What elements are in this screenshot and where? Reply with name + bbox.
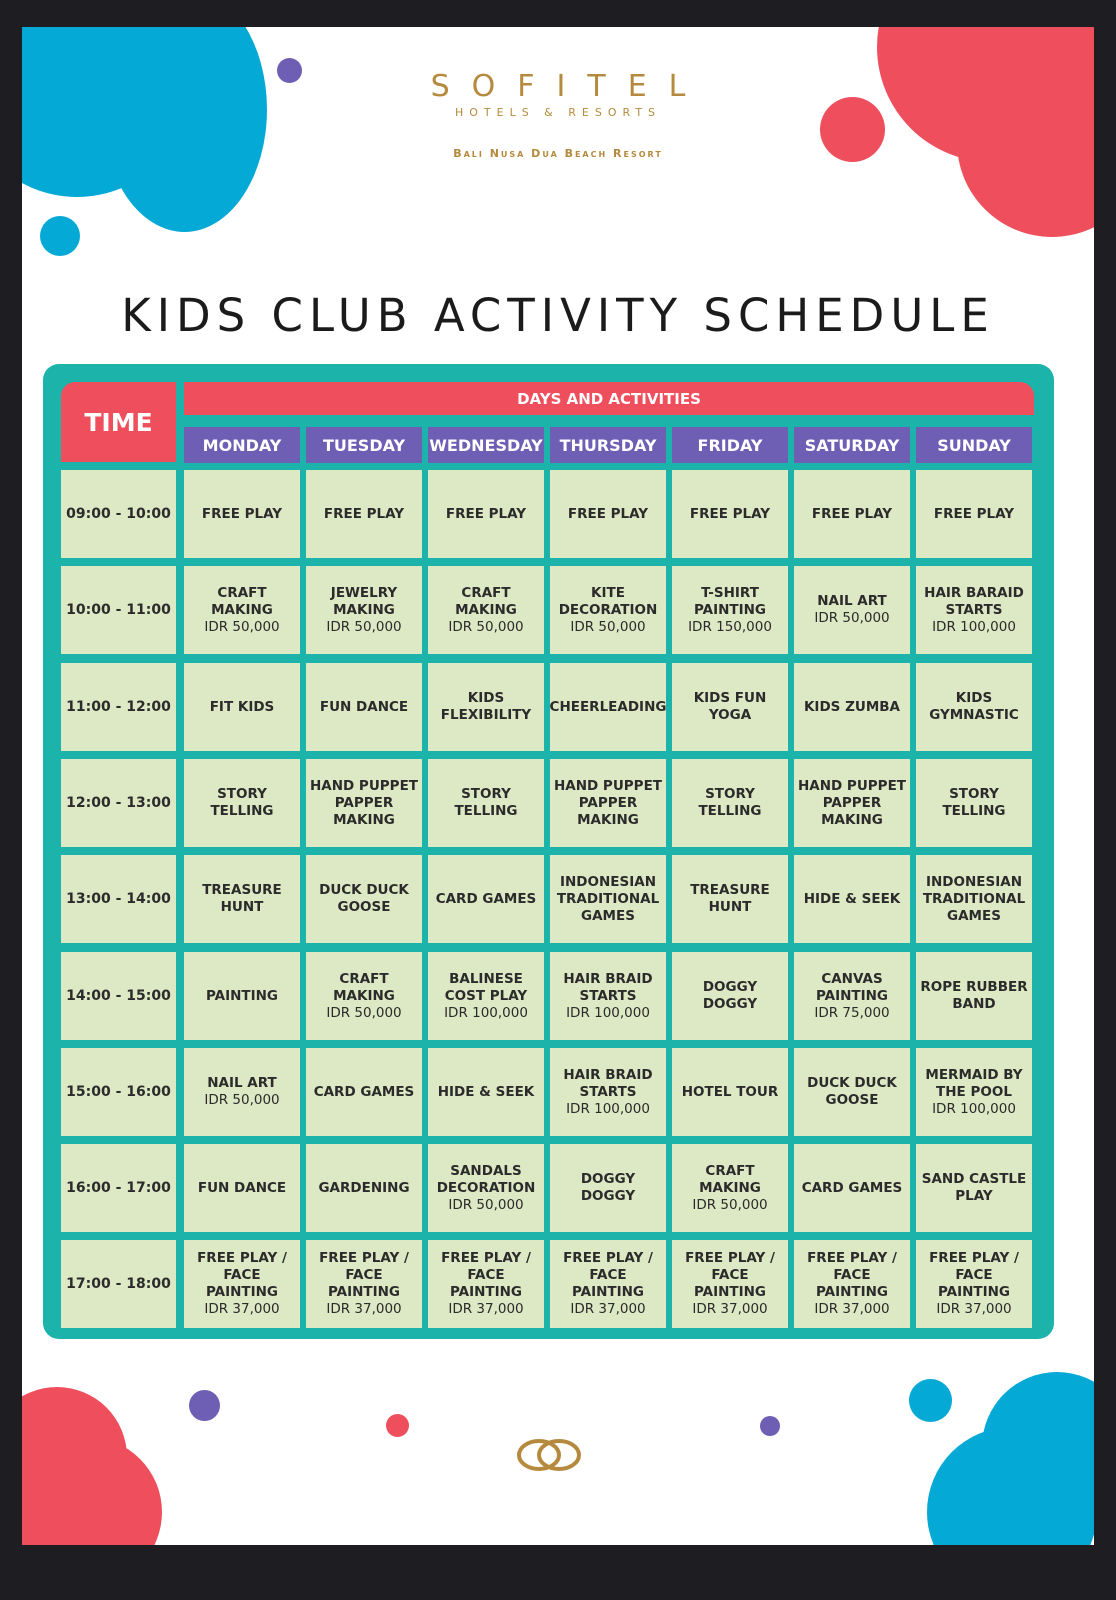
activity-name: FUN DANCE <box>319 698 409 715</box>
activity-name: FREE PLAY / <box>685 1250 775 1266</box>
activity-name: HAND PUPPET <box>797 777 907 794</box>
activity-name: MAKING <box>333 601 395 618</box>
activity-cell <box>550 1240 666 1328</box>
activity-cell <box>794 663 910 751</box>
activity-name: CARD GAMES <box>801 1179 903 1196</box>
activity-name: GAMES <box>947 907 1001 924</box>
activity-name: CANVAS <box>821 970 883 987</box>
time-slot: 15:00 - 16:00 <box>61 1048 176 1136</box>
activity-cell <box>916 1048 1032 1136</box>
activity-cell <box>306 855 422 943</box>
decor-blue-dot-bottom <box>909 1379 952 1422</box>
activity-price: IDR 50,000 <box>204 618 280 635</box>
activity-cell <box>672 566 788 654</box>
activity-price: IDR 50,000 <box>448 1196 524 1213</box>
days-banner: DAYS AND ACTIVITIES <box>184 382 1034 415</box>
activity-cell <box>550 566 666 654</box>
activity-name: TELLING <box>210 803 274 819</box>
activity-name: DECORATION <box>436 1179 536 1196</box>
decor-coral-bubble-bottom-2 <box>22 1437 162 1545</box>
activity-name: JEWELRY <box>330 584 398 601</box>
activity-name: CRAFT MAKING <box>699 1162 761 1196</box>
activity-name: NAIL ART <box>817 593 887 609</box>
activity-name: CARD GAMES <box>313 1083 415 1100</box>
activity-name: HAND PUPPET <box>553 777 663 794</box>
activity-cell <box>184 663 300 751</box>
activity-price: IDR 37,000 <box>936 1301 1012 1317</box>
activity-name: FREE PLAY <box>933 505 1015 522</box>
activity-name: BALINESE <box>449 970 523 987</box>
activity-name: SANDALS <box>450 1162 522 1179</box>
activity-name: STORY <box>705 786 755 802</box>
decor-purple-dot-bottom-2 <box>760 1416 780 1436</box>
activity-name: BAND <box>952 996 996 1012</box>
activity-cell <box>550 855 666 943</box>
activity-price: IDR 100,000 <box>566 1004 650 1021</box>
activity-cell <box>184 952 300 1040</box>
activity-name: STORY <box>217 786 267 802</box>
activity-name: FREE PLAY <box>445 505 527 522</box>
activity-name: PAINTING <box>815 987 889 1004</box>
day-header-saturday: SATURDAY <box>794 427 910 463</box>
activity-name: GOOSE <box>337 899 391 915</box>
activity-cell <box>550 952 666 1040</box>
activity-name: FLEXIBILITY <box>440 707 532 723</box>
day-header-friday: FRIDAY <box>672 427 788 463</box>
activity-cell <box>672 470 788 558</box>
activity-name: HAIR BRAID <box>563 1066 653 1083</box>
brand-subtitle: HOTELS & RESORTS <box>454 106 662 119</box>
activity-name: HAND PUPPET <box>309 777 419 794</box>
brand-location: Bali Nusa Dua Beach Resort <box>453 147 663 160</box>
activity-price: IDR 37,000 <box>326 1301 402 1317</box>
activity-cell <box>306 1144 422 1232</box>
activity-name: DOGGY DOGGY <box>702 979 758 1012</box>
activity-name: STARTS <box>579 1083 637 1100</box>
activity-name: HUNT <box>220 899 264 915</box>
day-header-tuesday: TUESDAY <box>306 427 422 463</box>
decor-blue-dot <box>40 216 80 256</box>
activity-cell <box>428 759 544 847</box>
activity-name: DUCK DUCK <box>319 882 409 898</box>
activity-name: FREE PLAY <box>323 505 405 522</box>
activity-cell <box>794 566 910 654</box>
activity-name: KITE <box>591 584 625 601</box>
activity-name: FREE PLAY / <box>563 1250 653 1266</box>
activity-name: STARTS <box>579 987 637 1004</box>
activity-cell <box>916 952 1032 1040</box>
activity-name: FACE PAINTING <box>937 1267 1011 1300</box>
activity-name: INDONESIAN <box>925 873 1023 890</box>
activity-cell <box>672 1240 788 1328</box>
activity-name: DUCK DUCK <box>807 1075 897 1091</box>
activity-name: KIDS FUN <box>693 690 767 706</box>
activity-name: FREE PLAY <box>811 505 893 522</box>
activity-price: IDR 50,000 <box>814 610 890 626</box>
activity-cell <box>184 1144 300 1232</box>
activity-name: FACE PAINTING <box>815 1267 889 1300</box>
activity-cell <box>306 1240 422 1328</box>
activity-name: FIT KIDS <box>209 698 275 715</box>
activity-name: TELLING <box>454 803 518 819</box>
time-slot: 17:00 - 18:00 <box>61 1240 176 1328</box>
activity-name: T-SHIRT <box>701 584 759 601</box>
activity-cell <box>672 1144 788 1232</box>
activity-cell <box>672 855 788 943</box>
activity-price: IDR 37,000 <box>814 1301 890 1317</box>
time-slot: 16:00 - 17:00 <box>61 1144 176 1232</box>
activity-cell <box>672 663 788 751</box>
activity-name: FACE PAINTING <box>327 1267 401 1300</box>
activity-name: CRAFT MAKING <box>211 584 273 618</box>
activity-name: KIDS ZUMBA <box>803 698 901 715</box>
activity-name: FACE PAINTING <box>571 1267 645 1300</box>
activity-name: HIDE & SEEK <box>803 890 901 907</box>
activity-price: IDR 50,000 <box>326 618 402 635</box>
activity-price: IDR 50,000 <box>692 1196 768 1213</box>
activity-name: GARDENING <box>318 1179 410 1196</box>
activity-name: MAKING <box>821 811 883 828</box>
activity-cell <box>550 1048 666 1136</box>
activity-cell <box>428 952 544 1040</box>
activity-name: PAINTING <box>693 601 767 618</box>
activity-name: CRAFT MAKING <box>455 584 517 618</box>
activity-cell <box>428 566 544 654</box>
activity-cell <box>306 759 422 847</box>
activity-price: IDR 50,000 <box>570 618 646 635</box>
activity-cell <box>306 663 422 751</box>
activity-cell <box>306 470 422 558</box>
day-header-monday: MONDAY <box>184 427 300 463</box>
activity-name: STARTS <box>945 601 1003 618</box>
time-slot: 12:00 - 13:00 <box>61 759 176 847</box>
page-title: KIDS CLUB ACTIVITY SCHEDULE <box>121 289 995 342</box>
activity-cell <box>794 470 910 558</box>
brand-header <box>22 69 1094 160</box>
poster <box>22 27 1094 1545</box>
activity-name: CHEERLEADING <box>549 698 667 715</box>
activity-cell <box>794 1240 910 1328</box>
activity-price: IDR 50,000 <box>204 1092 280 1108</box>
activity-name: FREE PLAY / <box>807 1250 897 1266</box>
activity-name: FREE PLAY <box>689 505 771 522</box>
activity-cell <box>672 759 788 847</box>
brand-name: SOFITEL <box>430 69 708 104</box>
activity-cell <box>916 663 1032 751</box>
activity-price: IDR 100,000 <box>444 1004 528 1021</box>
activity-price: IDR 50,000 <box>448 618 524 635</box>
activity-name: TREASURE <box>690 882 770 898</box>
activity-cell <box>306 1048 422 1136</box>
activity-name: PAPPER MAKING <box>333 794 395 828</box>
activity-cell <box>916 566 1032 654</box>
activity-cell <box>184 566 300 654</box>
activity-cell <box>672 952 788 1040</box>
activity-cell <box>184 1048 300 1136</box>
activity-cell <box>428 1240 544 1328</box>
activity-name: PAINTING <box>205 987 279 1004</box>
activity-name: CARD GAMES <box>435 890 537 907</box>
activity-name: CRAFT MAKING <box>333 970 395 1004</box>
sofitel-rings-logo-icon <box>514 1435 584 1475</box>
activity-name: FACE PAINTING <box>205 1267 279 1300</box>
activity-cell <box>428 663 544 751</box>
activity-name: NAIL ART <box>207 1075 277 1091</box>
activity-name: KIDS <box>467 690 505 706</box>
day-header-sunday: SUNDAY <box>916 427 1032 463</box>
activity-price: IDR 37,000 <box>570 1301 646 1317</box>
activity-name: THE POOL <box>936 1083 1012 1100</box>
activity-cell <box>916 470 1032 558</box>
activity-name: DECORATION <box>558 601 658 618</box>
activity-name: PAPPER <box>578 794 638 811</box>
activity-name: HAIR BARAID <box>924 584 1024 601</box>
activity-name: FREE PLAY / <box>441 1250 531 1266</box>
activity-name: GAMES <box>581 907 635 924</box>
activity-name: FACE PAINTING <box>693 1267 767 1300</box>
time-slot: 09:00 - 10:00 <box>61 470 176 558</box>
activity-price: IDR 37,000 <box>204 1301 280 1317</box>
activity-cell <box>550 470 666 558</box>
activity-cell <box>794 855 910 943</box>
activity-price: IDR 100,000 <box>566 1100 650 1117</box>
activity-cell <box>550 759 666 847</box>
activity-cell <box>916 759 1032 847</box>
decor-purple-dot-bottom <box>189 1390 220 1421</box>
time-slot: 14:00 - 15:00 <box>61 952 176 1040</box>
activity-price: IDR 37,000 <box>692 1301 768 1317</box>
time-slot: 13:00 - 14:00 <box>61 855 176 943</box>
activity-name: FUN DANCE <box>197 1179 287 1196</box>
activity-cell <box>672 1048 788 1136</box>
activity-name: TREASURE <box>202 882 282 898</box>
activity-name: ROPE RUBBER <box>920 979 1028 995</box>
day-header-wednesday: WEDNESDAY <box>428 427 544 463</box>
activity-cell <box>306 566 422 654</box>
activity-name: COST PLAY <box>444 987 528 1004</box>
activity-price: IDR 50,000 <box>326 1004 402 1021</box>
activity-name: KIDS <box>955 690 993 706</box>
activity-cell <box>794 1048 910 1136</box>
activity-cell <box>794 759 910 847</box>
activity-name: MERMAID BY <box>925 1066 1023 1083</box>
activity-name: YOGA <box>708 707 752 723</box>
activity-price: IDR 75,000 <box>814 1004 890 1021</box>
activity-price: IDR 37,000 <box>448 1301 524 1317</box>
activity-name: HIDE & SEEK <box>437 1083 535 1100</box>
activity-cell <box>794 952 910 1040</box>
activity-cell <box>428 855 544 943</box>
activity-cell <box>184 1240 300 1328</box>
activity-name: GYMNASTIC <box>929 707 1019 723</box>
activity-cell <box>916 1144 1032 1232</box>
activity-name: TRADITIONAL <box>922 890 1026 907</box>
activity-name: FACE PAINTING <box>449 1267 523 1300</box>
activity-name: FREE PLAY <box>201 505 283 522</box>
activity-name: STORY <box>949 786 999 802</box>
activity-name: HAIR BRAID <box>563 970 653 987</box>
activity-cell <box>184 470 300 558</box>
activity-name: PAPPER <box>822 794 882 811</box>
activity-cell <box>916 855 1032 943</box>
decor-coral-dot-bottom <box>386 1414 409 1437</box>
activity-name: FREE PLAY / <box>929 1250 1019 1266</box>
activity-name: GOOSE <box>825 1092 879 1108</box>
activity-name: DOGGY DOGGY <box>580 1171 636 1204</box>
activity-name: TRADITIONAL <box>556 890 660 907</box>
activity-name: STORY <box>461 786 511 802</box>
activity-cell <box>550 1144 666 1232</box>
activity-price: IDR 100,000 <box>932 1100 1016 1117</box>
activity-name: HOTEL TOUR <box>681 1083 779 1100</box>
activity-cell <box>428 470 544 558</box>
activity-cell <box>550 663 666 751</box>
activity-name: SAND CASTLE <box>921 1171 1027 1187</box>
activity-cell <box>184 855 300 943</box>
activity-cell <box>794 1144 910 1232</box>
activity-price: IDR 150,000 <box>688 618 772 635</box>
time-header: TIME <box>61 382 176 462</box>
activity-name: PLAY <box>955 1188 993 1204</box>
activity-name: INDONESIAN <box>559 873 657 890</box>
time-slot: 10:00 - 11:00 <box>61 566 176 654</box>
activity-name: TELLING <box>942 803 1006 819</box>
day-header-thursday: THURSDAY <box>550 427 666 463</box>
activity-name: MAKING <box>577 811 639 828</box>
activity-name: FREE PLAY <box>567 505 649 522</box>
activity-name: FREE PLAY / <box>197 1250 287 1266</box>
activity-cell <box>184 759 300 847</box>
activity-cell <box>916 1240 1032 1328</box>
activity-price: IDR 100,000 <box>932 618 1016 635</box>
activity-cell <box>306 952 422 1040</box>
activity-name: TELLING <box>698 803 762 819</box>
activity-name: FREE PLAY / <box>319 1250 409 1266</box>
activity-cell <box>428 1144 544 1232</box>
activity-name: HUNT <box>708 899 752 915</box>
time-slot: 11:00 - 12:00 <box>61 663 176 751</box>
activity-cell <box>428 1048 544 1136</box>
